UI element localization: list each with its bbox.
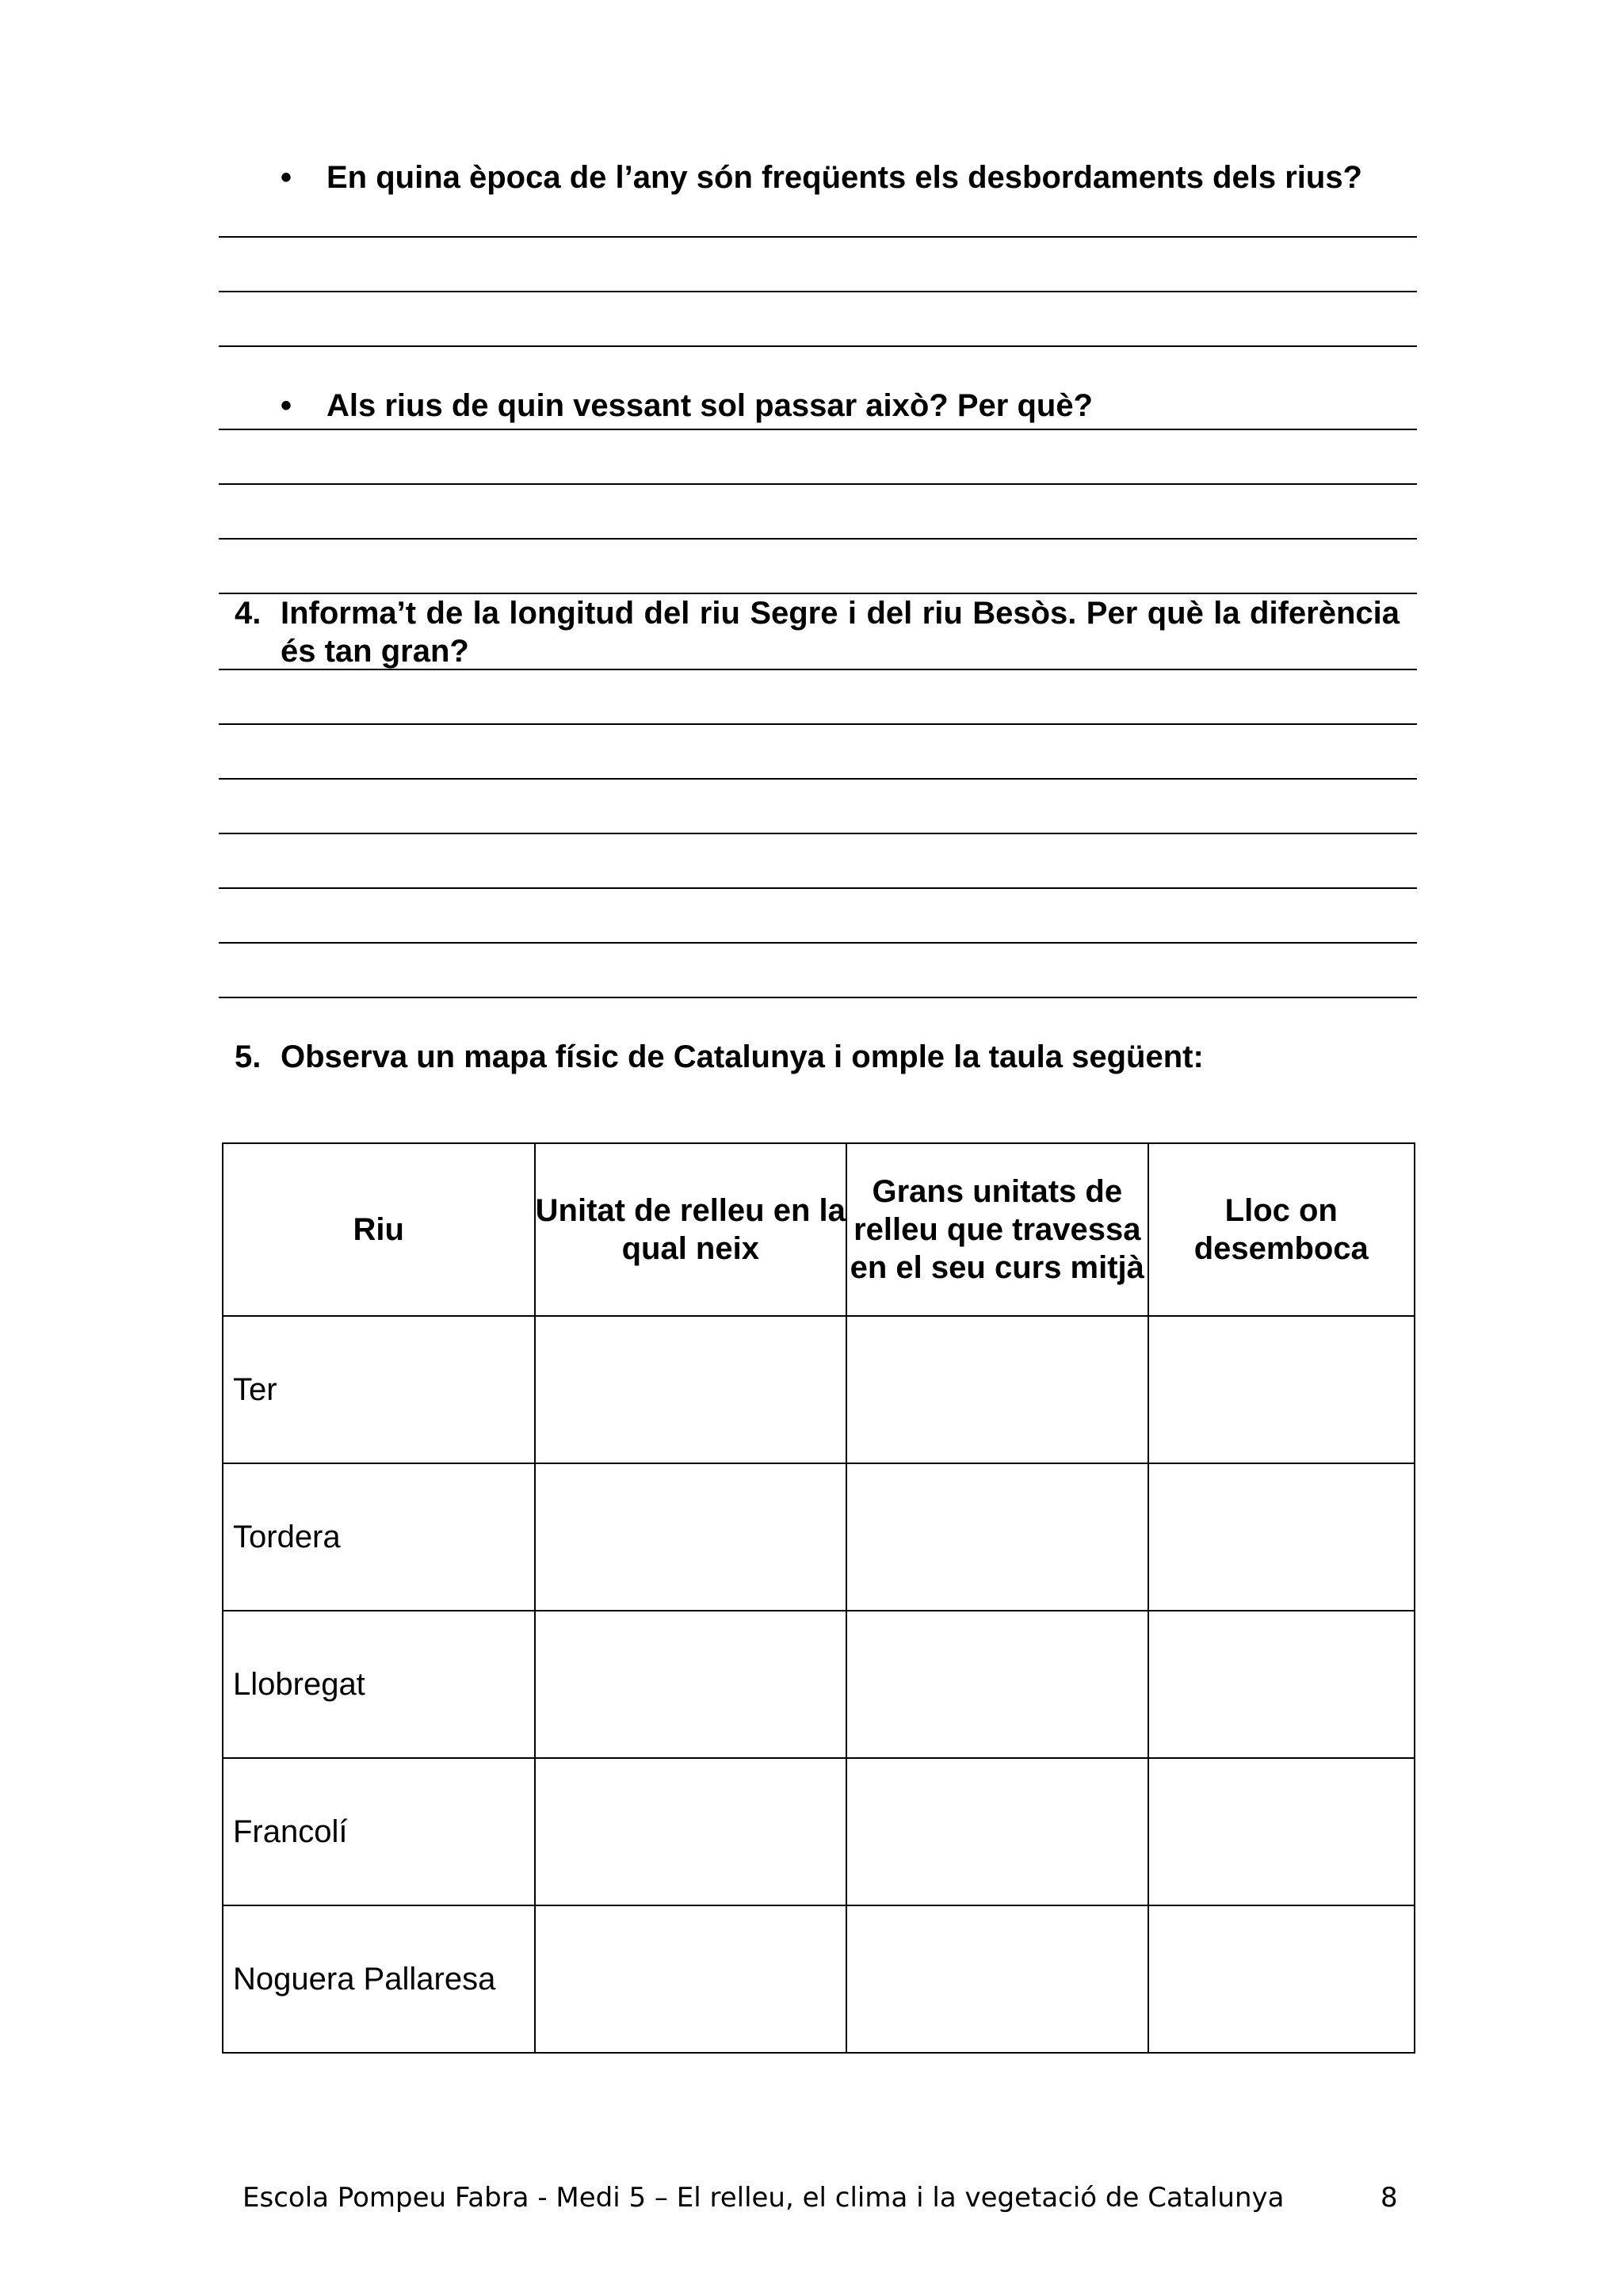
table-row (223, 1905, 1415, 2053)
answer-line (219, 538, 1417, 540)
question-river-length: Informa’t de la longitud del riu Segre i del riu Besòs. Per què la diferència és tan gran? (281, 596, 1400, 669)
bullet-marker: • (281, 388, 292, 423)
answer-cell[interactable] (1148, 1316, 1415, 1463)
answer-line (219, 887, 1417, 889)
bullet-marker: • (281, 160, 292, 195)
footer-text: Escola Pompeu Fabra - Medi 5 – El relleu, el clima i la vegetació de Catalunya (242, 2182, 1285, 2214)
answer-line (219, 291, 1417, 292)
table-header-row (223, 1143, 1415, 1316)
rivers-table (222, 1142, 1415, 2054)
answer-cell[interactable] (535, 1758, 847, 1905)
answer-line (219, 236, 1417, 238)
river-name: Noguera Pallaresa (223, 1905, 535, 2053)
header-middle-course-relief: Grans unitats de relleu que travessa en el seu curs mitjà (846, 1143, 1148, 1316)
table-row (223, 1611, 1415, 1758)
answer-line (219, 483, 1417, 485)
answer-cell[interactable] (846, 1316, 1148, 1463)
table-row (223, 1758, 1415, 1905)
answer-cell[interactable] (1148, 1758, 1415, 1905)
answer-line (219, 833, 1417, 834)
answer-cell[interactable] (1148, 1611, 1415, 1758)
question-flood-season: En quina època de l’any són freqüents els desbordaments dels rius? (327, 160, 1362, 195)
answer-cell[interactable] (535, 1611, 847, 1758)
answer-cell[interactable] (1148, 1463, 1415, 1611)
river-name: Llobregat (223, 1611, 535, 1758)
answer-line (219, 429, 1417, 430)
answer-line (219, 942, 1417, 944)
table-row (223, 1463, 1415, 1611)
question-number: 5. (235, 1039, 262, 1074)
river-name: Francolí (223, 1758, 535, 1905)
answer-line (219, 997, 1417, 998)
answer-cell[interactable] (535, 1316, 847, 1463)
answer-line (219, 669, 1417, 670)
header-mouth: Lloc on desemboca (1148, 1143, 1415, 1316)
question-which-slope: Als rius de quin vessant sol passar això? Per què? (327, 388, 1093, 423)
answer-cell[interactable] (846, 1463, 1148, 1611)
answer-cell[interactable] (535, 1463, 847, 1611)
header-river: Riu (223, 1143, 535, 1316)
answer-cell[interactable] (846, 1905, 1148, 2053)
question-fill-table: Observa un mapa físic de Catalunya i omple la taula següent: (281, 1039, 1204, 1074)
river-name: Ter (223, 1316, 535, 1463)
answer-cell[interactable] (1148, 1905, 1415, 2053)
answer-cell[interactable] (535, 1905, 847, 2053)
page-number: 8 (1381, 2182, 1398, 2214)
question-number: 4. (235, 596, 262, 631)
river-name: Tordera (223, 1463, 535, 1611)
table-row (223, 1316, 1415, 1463)
answer-line (219, 723, 1417, 725)
answer-cell[interactable] (846, 1758, 1148, 1905)
header-origin-relief: Unitat de relleu en la qual neix (535, 1143, 847, 1316)
answer-line (219, 778, 1417, 780)
answer-cell[interactable] (846, 1611, 1148, 1758)
answer-line (219, 345, 1417, 347)
